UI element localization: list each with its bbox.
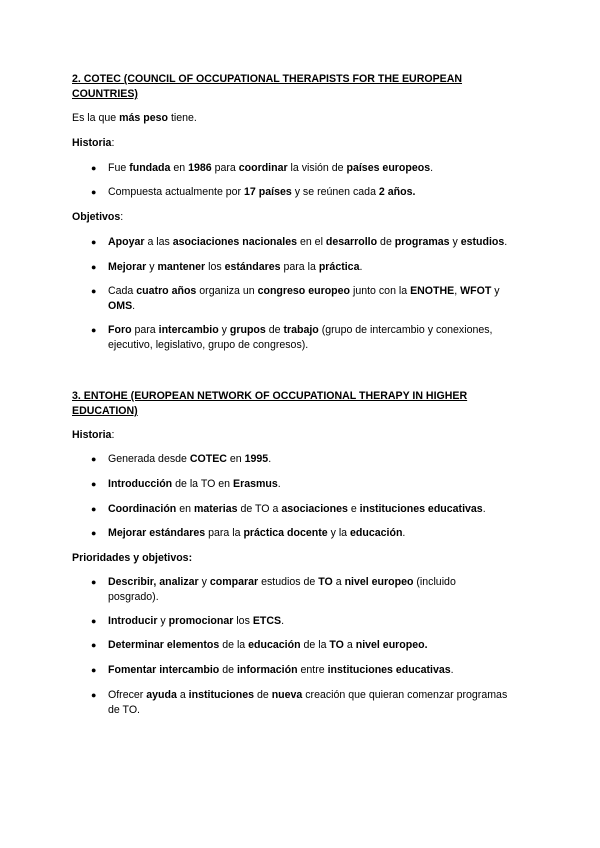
list-item: ● Fue fundada en 1986 para coordinar la visión de países europeos. (91, 162, 434, 174)
section3-heading (72, 389, 532, 419)
section2-objetivos-label: Objetivos: (72, 211, 124, 223)
section2-historia-label: Historia: (72, 137, 115, 149)
list-item: ● Mejorar y mantener los estándares para la práctica. (91, 261, 363, 273)
list-item: ● Introducción de la TO en Erasmus. (91, 478, 281, 490)
bullet-icon: ● (91, 479, 97, 489)
bullet-icon: ● (91, 286, 97, 296)
list-item: ● Cada cuatro años organiza un congreso europeo junto con la ENOTHE, WFOT y OMS. (91, 285, 500, 312)
bullet-icon: ● (91, 504, 97, 514)
bullet-icon: ● (91, 665, 97, 675)
label-text: Prioridades y objetivos: (72, 552, 193, 564)
intro-text: Es la que (72, 112, 120, 124)
label-text: Historia (72, 137, 112, 149)
bullet-icon: ● (91, 262, 97, 272)
intro-text: tiene. (168, 112, 197, 124)
intro-bold: más peso (119, 112, 168, 124)
bullet-icon: ● (91, 325, 97, 335)
list-item: ● Compuesta actualmente por 17 países y se reúnen cada 2 años. (91, 186, 416, 198)
bullet-icon: ● (91, 163, 97, 173)
bullet-icon: ● (91, 187, 97, 197)
bullet-icon: ● (91, 616, 97, 626)
list-item: ● Introducir y promocionar los ETCS. (91, 615, 285, 627)
list-item: ● Fomentar intercambio de información entre instituciones educativas. (91, 664, 454, 676)
label-text: Objetivos (72, 211, 121, 223)
list-item: ● Generada desde COTEC en 1995. (91, 453, 272, 465)
list-item: ● Coordinación en materias de TO a asociaciones e instituciones educativas. (91, 503, 486, 515)
section2-intro (72, 111, 532, 126)
bullet-icon: ● (91, 528, 97, 538)
section2-heading-line2: COUNTRIES) (72, 88, 138, 100)
bullet-icon: ● (91, 640, 97, 650)
list-item: ● Ofrecer ayuda a instituciones de nueva creación que quieran comenzar programas de TO. (91, 689, 508, 716)
list-item: ● Mejorar estándares para la práctica docente y la educación. (91, 527, 406, 539)
list-item: ● Foro para intercambio y grupos de trabajo (grupo de intercambio y conexiones, ejecutivo, legislativo, grupo de congresos). (91, 324, 493, 351)
section2-heading (72, 72, 532, 102)
bullet-icon: ● (91, 577, 97, 587)
list-item: ● Apoyar a las asociaciones nacionales en el desarrollo de programas y estudios. (91, 236, 508, 248)
list-item: ● Describir, analizar y comparar estudios de TO a nivel europeo (incluido posgrado). (91, 576, 456, 603)
section3-heading-line2: EDUCATION) (72, 405, 138, 417)
section3-prioridades-label (72, 551, 532, 566)
section2-heading-line1: 2. COTEC (COUNCIL OF OCCUPATIONAL THERAPISTS FOR THE EUROPEAN (72, 73, 463, 85)
bullet-icon: ● (91, 690, 97, 700)
label-text: Historia (72, 429, 112, 441)
section3-historia-label: Historia: (72, 429, 115, 441)
list-item: ● Determinar elementos de la educación de la TO a nivel europeo. (91, 639, 428, 651)
section3-heading-line1: 3. ENTOHE (EUROPEAN NETWORK OF OCCUPATIONAL THERAPY IN HIGHER (72, 390, 468, 402)
bullet-icon: ● (91, 237, 97, 247)
bullet-icon: ● (91, 454, 97, 464)
